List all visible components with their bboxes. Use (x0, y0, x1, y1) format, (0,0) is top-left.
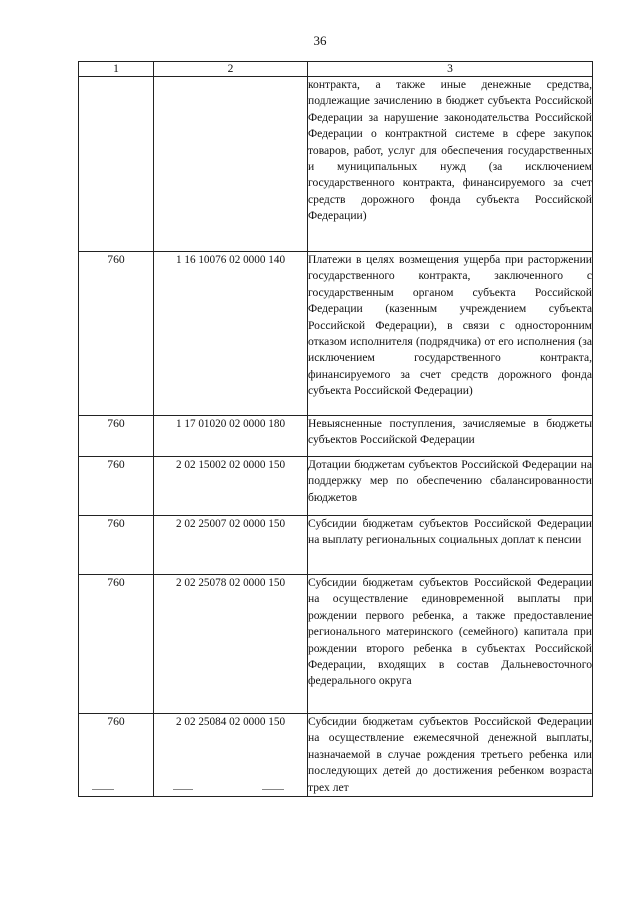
budget-code-cell: 1 17 01020 02 0000 180 (154, 416, 308, 457)
admin-code-cell: 760 (79, 714, 154, 797)
table-header (79, 62, 593, 77)
admin-code-cell: 760 (79, 516, 154, 575)
table-row (79, 416, 593, 457)
description-cell: Субсидии бюджетам субъектов Российской Федерации на осуществление ежемесячной денежной выплаты, назначаемой в случае рождения третьего ребенка или последующих детей до достижения ребенком возраста трех лет (308, 714, 593, 797)
admin-code-cell: 760 (79, 575, 154, 714)
budget-classification-table (78, 61, 593, 797)
scan-mark (92, 789, 114, 790)
admin-code-cell: 760 (79, 416, 154, 457)
budget-code-cell: 2 02 15002 02 0000 150 (154, 457, 308, 516)
column-header-2: 2 (154, 62, 308, 77)
column-header-3: 3 (308, 62, 593, 77)
column-header-1: 1 (79, 62, 154, 77)
description-cell: контракта, а также иные денежные средства, подлежащие зачислению в бюджет субъекта Российской Федерации за нарушение законодательства Российской Федерации о контрактной системе в сфере закупок товаров, работ, услуг для обеспечения государственных и муниципальных нужд (за исключением государственного контракта, финансируемого за счет средств дорожного фонда субъекта Российской Федерации) (308, 77, 593, 252)
description-cell: Субсидии бюджетам субъектов Российской Федерации на выплату региональных социальных доплат к пенсии (308, 516, 593, 575)
table-row (79, 252, 593, 416)
admin-code-cell (79, 77, 154, 252)
budget-code-cell (154, 77, 308, 252)
page-number: 36 (313, 33, 327, 48)
budget-code-cell: 2 02 25078 02 0000 150 (154, 575, 308, 714)
admin-code-cell: 760 (79, 252, 154, 416)
description-cell: Дотации бюджетам субъектов Российской Федерации на поддержку мер по обеспечению сбалансированности бюджетов (308, 457, 593, 516)
budget-code-cell: 2 02 25084 02 0000 150 (154, 714, 308, 797)
scan-mark (262, 789, 284, 790)
scan-mark (173, 789, 193, 790)
description-cell: Субсидии бюджетам субъектов Российской Федерации на осуществление единовременной выплаты при рождении первого ребенка, а также предоставление регионального материнского (семейного) капитала при рождении второго ребенка в субъектах Российской Федерации, входящих в состав Дальневосточного федерального округа (308, 575, 593, 714)
table-row (79, 575, 593, 714)
table-row (79, 457, 593, 516)
description-cell: Платежи в целях возмещения ущерба при расторжении государственного контракта, заключенного с государственным органом субъекта Российской Федерации (казенным учреждением субъекта Российской Федерации), в связи с односторонним отказом исполнителя (подрядчика) от его исполнения (за исключением государственного контракта, финансируемого за счет средств дорожного фонда субъекта Российской Федерации) (308, 252, 593, 416)
table-row (79, 714, 593, 797)
table-row (79, 77, 593, 252)
admin-code-cell: 760 (79, 457, 154, 516)
table-row (79, 516, 593, 575)
description-cell: Невыясненные поступления, зачисляемые в бюджеты субъектов Российской Федерации (308, 416, 593, 457)
budget-code-cell: 2 02 25007 02 0000 150 (154, 516, 308, 575)
budget-code-cell: 1 16 10076 02 0000 140 (154, 252, 308, 416)
